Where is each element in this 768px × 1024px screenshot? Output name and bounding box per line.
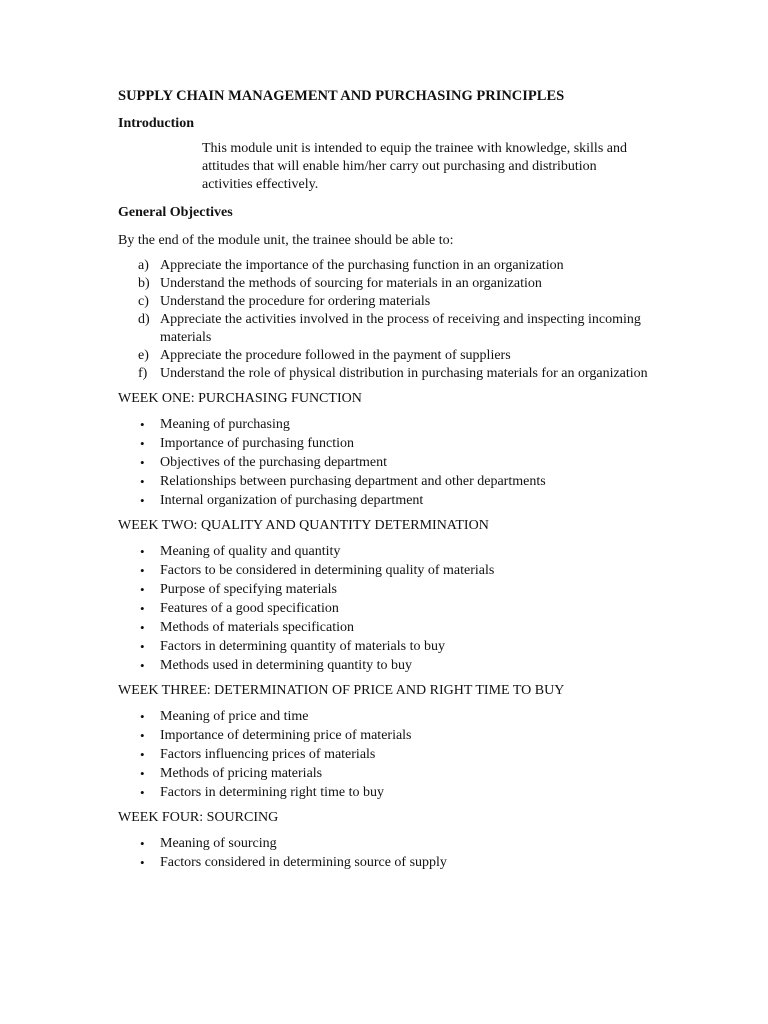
bullet-icon: • <box>140 766 145 781</box>
topic-text: Methods of pricing materials <box>160 766 323 781</box>
week-two-heading: WEEK TWO: QUALITY AND QUANTITY DETERMINATION <box>118 518 489 533</box>
topic-item <box>118 599 658 618</box>
topic-text: Internal organization of purchasing department <box>160 493 424 508</box>
bullet-icon: • <box>140 658 145 673</box>
introduction-text: This module unit is intended to equip the trainee with knowledge, skills and attitudes that will enable him/her carry out purchasing and distribution activities effectively. <box>202 141 627 192</box>
week-three-topics <box>118 707 658 802</box>
bullet-icon: • <box>140 709 145 724</box>
topic-item <box>118 764 658 783</box>
bullet-icon: • <box>140 620 145 635</box>
bullet-icon: • <box>140 582 145 597</box>
topic-text: Objectives of the purchasing department <box>160 455 388 470</box>
bullet-icon: • <box>140 728 145 743</box>
topic-text: Meaning of purchasing <box>160 417 290 432</box>
bullet-icon: • <box>140 747 145 762</box>
objective-marker: c) <box>138 294 149 309</box>
objective-marker: a) <box>138 258 149 273</box>
topic-text: Meaning of quality and quantity <box>160 544 341 559</box>
bullet-icon: • <box>140 639 145 654</box>
bullet-icon: • <box>140 563 145 578</box>
document-page <box>118 86 658 878</box>
topic-text: Methods of materials specification <box>160 620 354 635</box>
topic-item <box>118 618 658 637</box>
document-title: SUPPLY CHAIN MANAGEMENT AND PURCHASING PRINCIPLES <box>118 88 565 104</box>
topic-text: Factors considered in determining source of supply <box>160 855 447 870</box>
week-four-topics <box>118 834 658 872</box>
bullet-icon: • <box>140 474 145 489</box>
week-three-heading: WEEK THREE: DETERMINATION OF PRICE AND RIGHT TIME TO BUY <box>118 683 565 698</box>
week-one-topics <box>118 415 658 510</box>
topic-item <box>118 491 658 510</box>
objective-text: Understand the procedure for ordering materials <box>160 294 431 309</box>
topic-item <box>118 434 658 453</box>
objective-marker: d) <box>138 312 150 327</box>
topic-text: Purpose of specifying materials <box>160 582 337 597</box>
topic-item <box>118 853 658 872</box>
objective-marker: f) <box>138 366 148 381</box>
objective-item <box>118 311 658 347</box>
week-four-heading: WEEK FOUR: SOURCING <box>118 810 279 825</box>
topic-text: Relationships between purchasing department and other departments <box>160 474 546 489</box>
topic-item <box>118 542 658 561</box>
bullet-icon: • <box>140 544 145 559</box>
topic-text: Methods used in determining quantity to buy <box>160 658 412 673</box>
bullet-icon: • <box>140 417 145 432</box>
topic-text: Factors to be considered in determining quality of materials <box>160 563 495 578</box>
topic-text: Features of a good specification <box>160 601 339 616</box>
introduction-heading: Introduction <box>118 116 194 131</box>
topic-item <box>118 745 658 764</box>
topic-item <box>118 783 658 802</box>
topic-text: Factors influencing prices of materials <box>160 747 376 762</box>
topic-text: Meaning of sourcing <box>160 836 277 851</box>
bullet-icon: • <box>140 855 145 870</box>
objective-text: Appreciate the activities involved in the process of receiving and inspecting incoming materials <box>160 312 641 345</box>
objective-item <box>118 257 658 275</box>
topic-text: Factors in determining quantity of materials to buy <box>160 639 445 654</box>
week-one-heading: WEEK ONE: PURCHASING FUNCTION <box>118 391 362 406</box>
objective-marker: b) <box>138 276 150 291</box>
objective-marker: e) <box>138 348 149 363</box>
topic-item <box>118 834 658 853</box>
topic-item <box>118 637 658 656</box>
topic-item <box>118 561 658 580</box>
general-objectives-heading: General Objectives <box>118 205 233 220</box>
objective-text: Appreciate the procedure followed in the payment of suppliers <box>160 348 511 363</box>
week-two-topics <box>118 542 658 675</box>
objective-text: Understand the methods of sourcing for materials in an organization <box>160 276 542 291</box>
topic-item <box>118 656 658 675</box>
objective-text: Appreciate the importance of the purchasing function in an organization <box>160 258 564 273</box>
topic-text: Factors in determining right time to buy <box>160 785 384 800</box>
bullet-icon: • <box>140 836 145 851</box>
bullet-icon: • <box>140 436 145 451</box>
topic-text: Meaning of price and time <box>160 709 309 724</box>
objective-item <box>118 365 658 383</box>
objective-item <box>118 347 658 365</box>
topic-item <box>118 707 658 726</box>
objectives-lead-text: By the end of the module unit, the trainee should be able to: <box>118 233 454 248</box>
bullet-icon: • <box>140 601 145 616</box>
topic-item <box>118 453 658 472</box>
topic-item <box>118 415 658 434</box>
objectives-list <box>118 257 658 383</box>
objective-item <box>118 275 658 293</box>
topic-item <box>118 726 658 745</box>
objective-item <box>118 293 658 311</box>
topic-item <box>118 472 658 491</box>
bullet-icon: • <box>140 785 145 800</box>
topic-text: Importance of purchasing function <box>160 436 354 451</box>
objective-text: Understand the role of physical distribution in purchasing materials for an organization <box>160 366 648 381</box>
bullet-icon: • <box>140 455 145 470</box>
topic-item <box>118 580 658 599</box>
topic-text: Importance of determining price of materials <box>160 728 412 743</box>
bullet-icon: • <box>140 493 145 508</box>
